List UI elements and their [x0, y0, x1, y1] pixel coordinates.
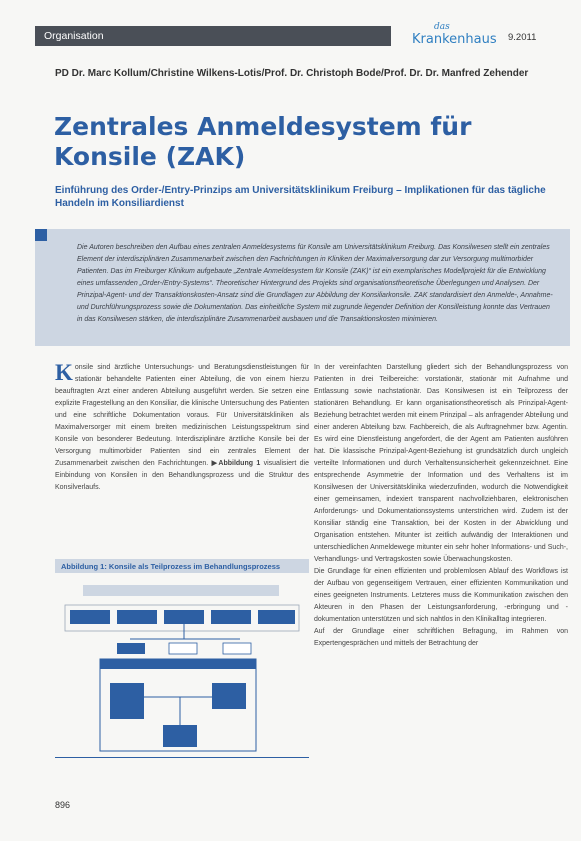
diagram-consult-box-b: [212, 683, 246, 709]
abstract-box: [35, 229, 570, 346]
process-diagram: [55, 577, 309, 757]
diagram-header-box: [83, 585, 279, 596]
diagram-step-4: [211, 610, 251, 624]
figure-diagram: [55, 577, 309, 758]
section-label: Organisation: [44, 30, 104, 42]
figure-reference: ▶Abbildung 1: [211, 460, 261, 467]
issue-number: 9.2011: [508, 32, 537, 43]
abstract-text: Die Autoren beschreiben den Aufbau eines zentralen Anmeldesystems für Konsile am Universitätsklinikum Freiburg. Das Konsilwesen stellt ein zentrales Element der interdisziplinären Zusammenarbeit zwischen den Fachrichtungen in Kliniken der Maximalversorgung dar zur Versorgung multimorbider Patienten. Das im Freiburger Klinikum aufgebaute „Zentrale Anmeldesystem für Konsile (ZAK)“ ist ein exemplarisches Modellprojekt für die Entwicklung eines umfassenden „Order-/Entry-Systems“. Theoretischer Hintergrund des Projekts sind organisationstheoretische Überlegungen und Analysen. Der Prinzipal-Agent- und der Transaktionskosten-Ansatz sind die Grundlagen zur Abbildung der Konsiliarkonsile. ZAK standardisiert den Anmelde-, Annahme- und Durchführungsprozess sowie die Dokumentation. Das einheitliche System mit zugrunde liegender Definition der Konsilleistung konnte das Vertrauen in das Konsilwesen stärken, die interdisziplinäre Zusammenarbeit ausbauen und die Transaktionskosten minimieren.: [77, 244, 553, 323]
body-column-left: [55, 362, 309, 554]
diagram-step-2: [117, 610, 157, 624]
drop-cap: K: [55, 362, 73, 385]
body-text-col1: onsile sind ärztliche Untersuchungs- und Beratungsdienstleistungen für stationär behandelte Patienten einer Abteilung, die von einem hierzu beauftragten Arzt einer anderen Abteilung ausgeführt werden. Sie setzen eine explizite Fragestellung an den Konsiliar, die klinische Untersuchung des Patienten und eine schriftliche Dokumentation voraus. Für Universitätskliniken als Maximalversorger mit einem breiten medizinischen Leistungsspektrum sind Konsile von besonderer Bedeutung. Interdisziplinäre ärztliche Konsile bei der Versorgung multimorbider Patienten sind ein zentrales Element der Zusammenarbeit zwischen den Fachrichtungen.: [55, 364, 309, 467]
article-subtitle: Einführung des Order-/Entry-Prinzips am Universitätsklinikum Freiburg – Implikationen für das tägliche Handeln im Konsiliardienst: [55, 185, 546, 209]
diagram-step-1: [70, 610, 110, 624]
diagram-step-3: [164, 610, 204, 624]
body-text-col1-after: visualisiert die Einbindung von Konsilen in den Behandlungsprozess und die Struktur des Konsilverlaufs.: [55, 460, 309, 491]
diagram-substep-2: [169, 643, 197, 654]
page-number: 896: [55, 800, 71, 810]
diagram-substep-3: [223, 643, 251, 654]
magazine-logo: [410, 22, 497, 50]
body-text-col2-p3: Auf der Grundlage einer schriftlichen Befragung, im Rahmen von Expertengesprächen und mittels der Betrachtung der: [314, 628, 568, 647]
figure-title: Abbildung 1: Konsile als Teilprozess im Behandlungsprozess: [61, 562, 281, 571]
diagram-consult-box-c: [163, 725, 197, 747]
logo-big-text: Krankenhaus: [412, 32, 497, 47]
article-title: Zentrales Anmeldesystem für Konsile (ZAK): [54, 112, 472, 171]
abstract-marker: [35, 229, 47, 241]
body-text-col2-p2: Die Grundlage für einen effizienten und problemlosen Ablauf des Workflows ist der Aufbau von gegenseitigem Vertrauen, einer effizienten Kommunikation und eines geeigneten Instruments. Letzteres muss die Kommunikation zwischen den Akteuren in den Phasen der Leistungsanforderung, -erbringung und -dokumentation unterstützen und sich nahtlos in den Klinikalltag integrieren.: [314, 568, 568, 623]
diagram-consult-box-a: [110, 683, 144, 719]
body-text-col2-p1: In der vereinfachten Darstellung gliedert sich der Behandlungsprozess von Patienten in drei Teilbereiche: vorstationär, stationär mit Aufnahme und Entlassung sowie nachstationär. Das Konsilwesen ist ein Teilprozess der stationären Behandlung. Er kann organisationstheoretisch als Prinzipal-Agent-Beziehung betrachtet werden mit einem Prinzipal – als anfragender Abteilung und einer anderen Abteilung bzw. Fachbereich, die als Auftragnehmer bzw. Agentin. Es wird eine Dienstleistung angefordert, die der Agent am Patienten ausführen hat. Die klassische Prinzipal-Agent-Beziehung ist grundsätzlich durch ungleich verteilte Informationen und durch Verhaltensunsicherheit gekennzeichnet. Eine entsprechende Asymmetrie der Information und des Verhaltens ist im Konsilwesen der Universitätsklinika wiederzufinden, wodurch die Notwendigkeit einer gemeinsamen, indexiert transparent nachvollziehbaren, elektronischen Anforderungs- und Dokumentationssystems unterstrichen wird. Zudem ist der Konsiliar ständig eine Transaktion, bei der Kosten in der Abwicklung und Organisation entstehen. Mitunter ist zeitlich aufwändig der Interaktionen und unterschiedlichen Anmeldewege mitunter ein sehr hoher Informations- und Such-, Verhandlungs- und Vertragskosten sowie Überwachungskosten.: [314, 364, 568, 563]
figure-1: [55, 555, 309, 758]
authors: PD Dr. Marc Kollum/Christine Wilkens-Lotis/Prof. Dr. Christoph Bode/Prof. Dr. Dr. Manfred Zehender: [55, 68, 529, 79]
logo-small-text: das: [434, 22, 450, 32]
diagram-consult-header: [100, 659, 256, 669]
body-column-right: [314, 362, 568, 811]
diagram-substep-1: [117, 643, 145, 654]
diagram-step-5: [258, 610, 295, 624]
